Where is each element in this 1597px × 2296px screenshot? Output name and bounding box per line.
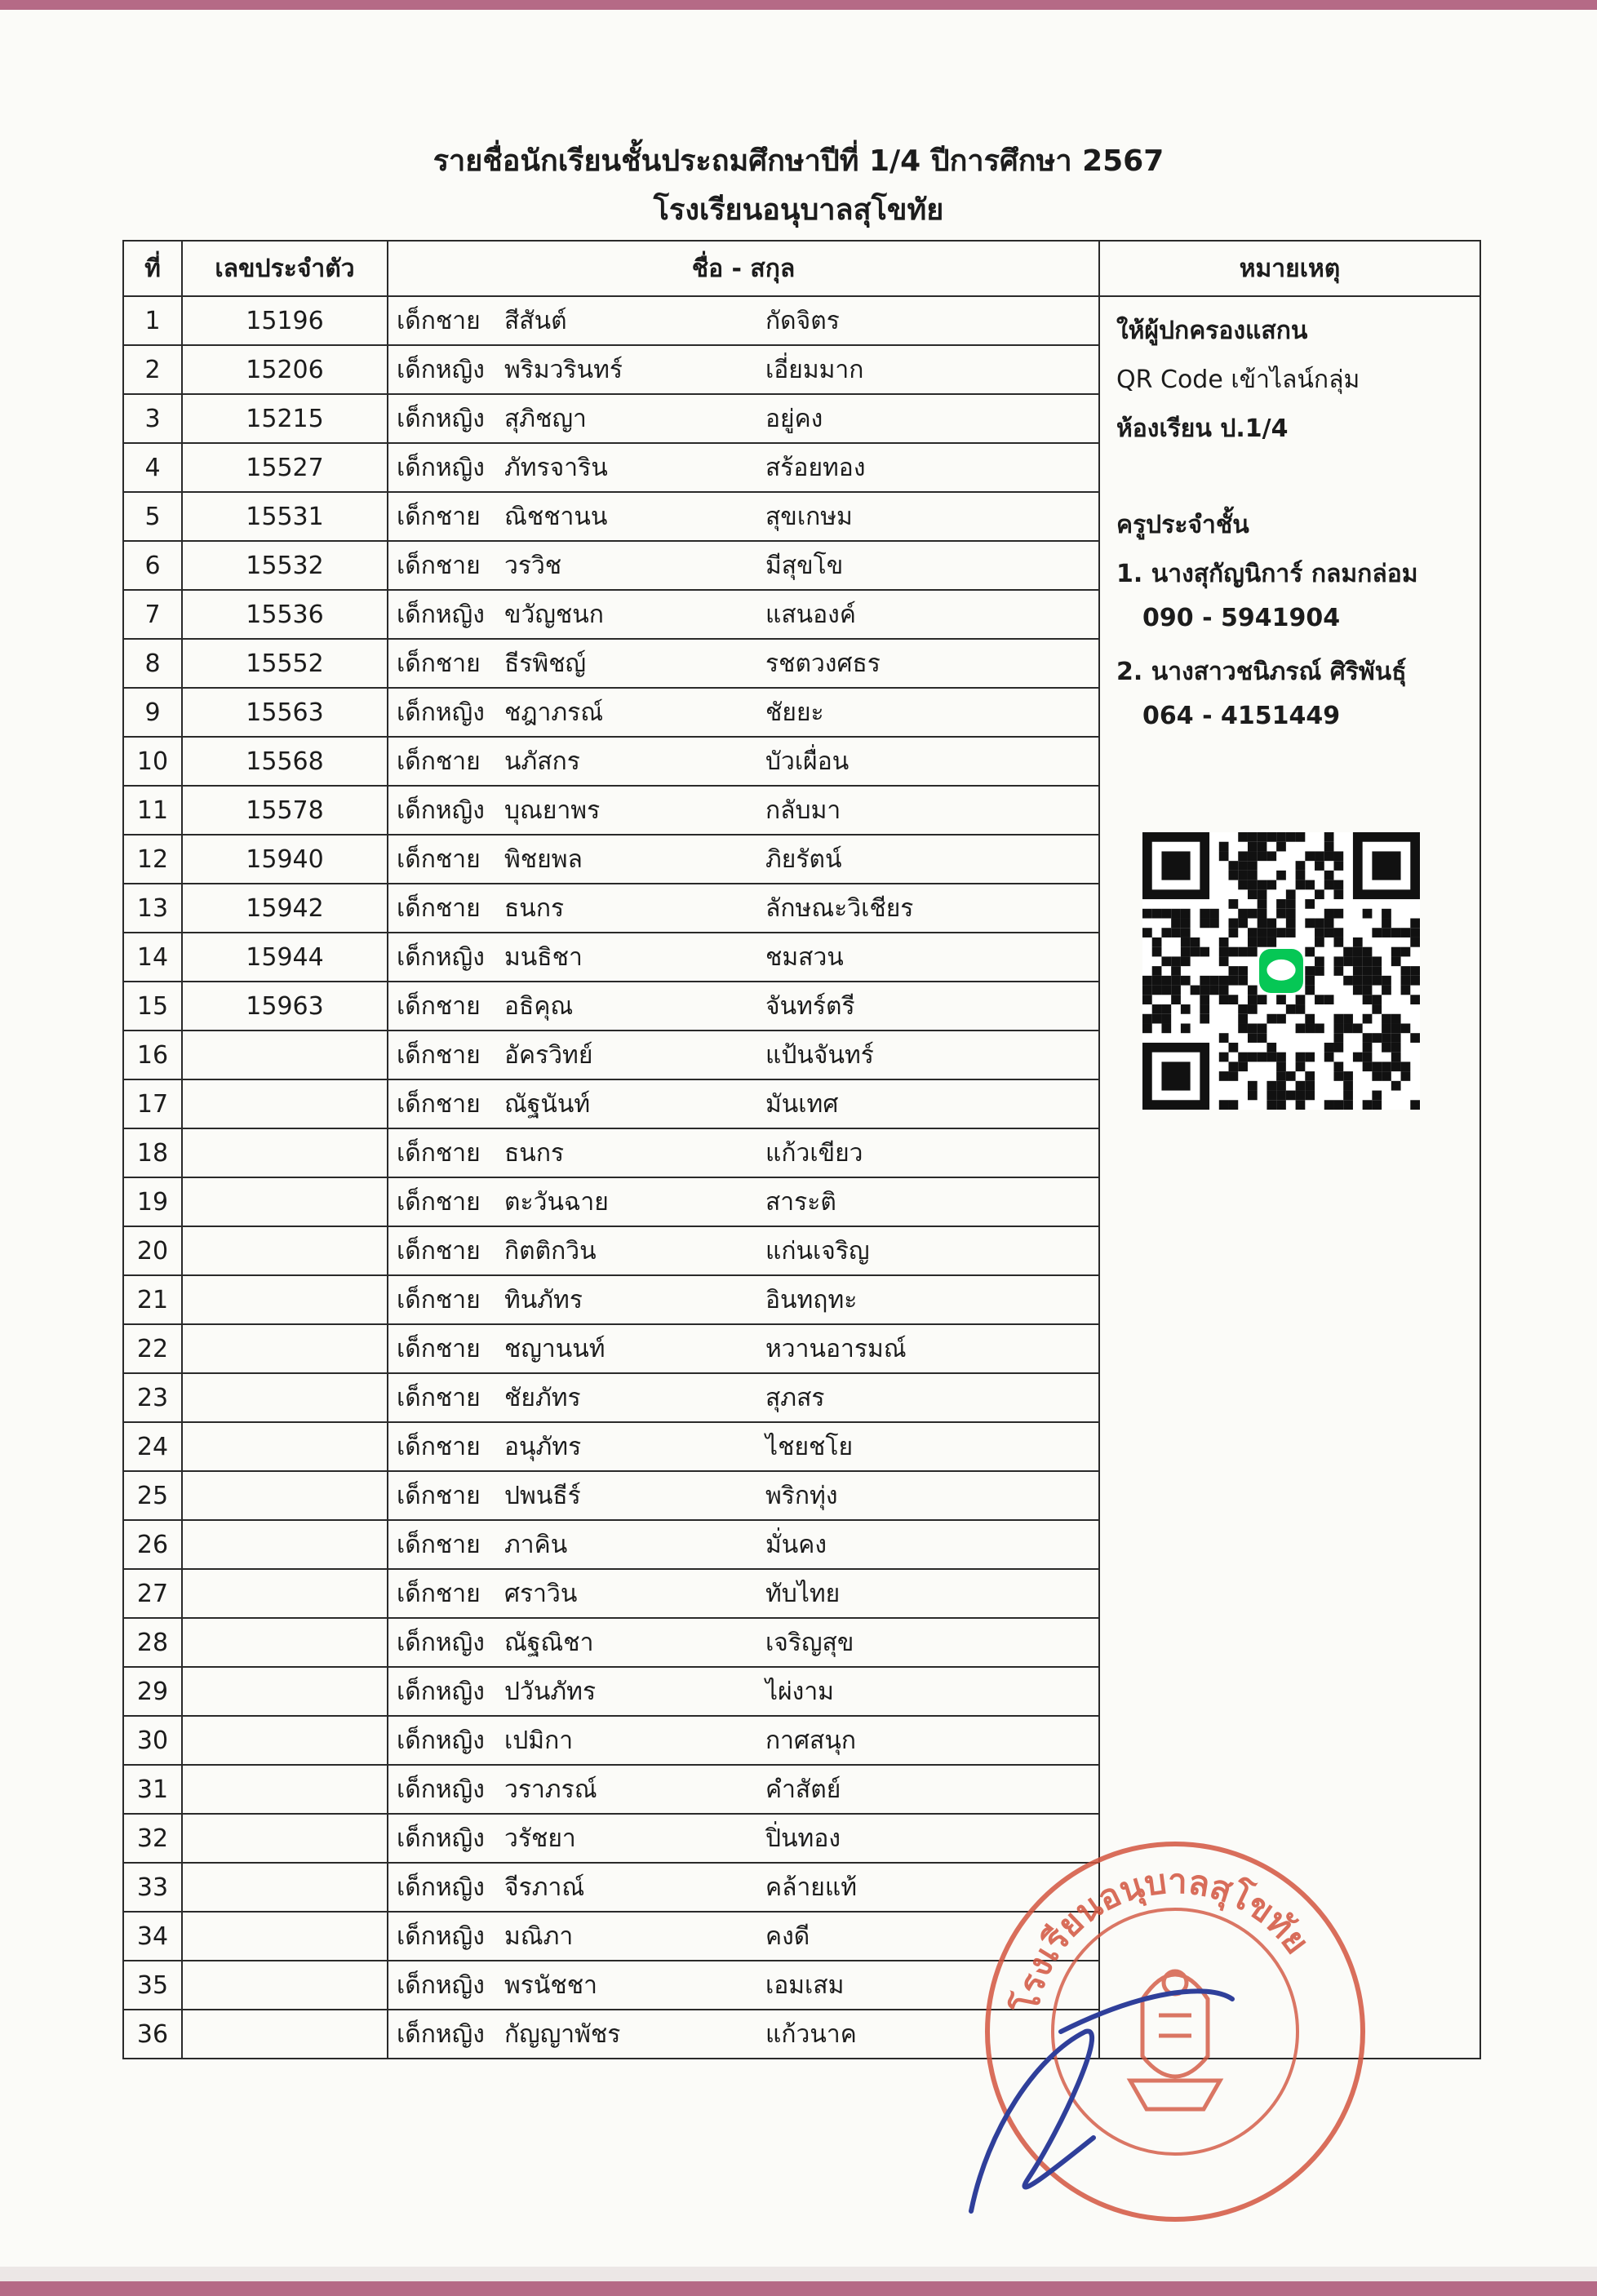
student-id: 15196 <box>182 296 388 345</box>
student-id: 15942 <box>182 884 388 933</box>
signature-icon <box>971 1991 1232 2211</box>
student-number: 8 <box>123 639 182 688</box>
student-id <box>182 1226 388 1275</box>
page-edge-shadow <box>0 2267 1597 2281</box>
student-prefix: เด็กหญิง <box>397 1970 485 2000</box>
student-last-name: สุขเกษม <box>765 502 853 531</box>
teacher-1-phone: 090 - 5941904 <box>1142 604 1341 632</box>
student-first-name: ศราวิน <box>504 1579 578 1608</box>
student-number: 35 <box>123 1961 182 2010</box>
student-id: 15536 <box>182 590 388 639</box>
student-last-name: แก่นเจริญ <box>765 1236 870 1265</box>
student-id <box>182 1079 388 1128</box>
student-number: 22 <box>123 1324 182 1373</box>
student-last-name: คงดี <box>765 1921 810 1951</box>
student-first-name: ธีรพิชญ์ <box>504 649 587 678</box>
student-first-name: สีสันต์ <box>504 306 567 335</box>
student-first-name: ภาคิน <box>504 1530 568 1559</box>
student-full-name <box>388 394 1099 443</box>
student-prefix: เด็กหญิง <box>397 1677 485 1706</box>
teacher-1-name: 1. นางสุกัญนิการ์ กลมกล่อม <box>1116 560 1418 588</box>
student-full-name <box>388 1079 1099 1128</box>
student-prefix: เด็กชาย <box>397 1187 481 1217</box>
student-last-name: จันทร์ตรี <box>765 991 855 1021</box>
student-prefix: เด็กหญิง <box>397 698 485 727</box>
student-number: 13 <box>123 884 182 933</box>
student-first-name: ธนกร <box>504 893 565 923</box>
student-first-name: ทินภัทร <box>504 1285 583 1314</box>
student-last-name: พริกทุ่ง <box>765 1481 838 1510</box>
student-last-name: หวานอารมณ์ <box>765 1334 907 1363</box>
student-first-name: มนธิชา <box>504 942 583 972</box>
student-id <box>182 1520 388 1569</box>
student-first-name: มณิภา <box>504 1921 574 1951</box>
student-number: 24 <box>123 1422 182 1471</box>
student-last-name: ไผ่งาม <box>765 1677 834 1706</box>
student-id <box>182 2010 388 2059</box>
student-last-name: ชมสวน <box>765 942 844 972</box>
student-prefix: เด็กชาย <box>397 1236 481 1265</box>
student-first-name: ตะวันฉาย <box>504 1187 609 1217</box>
student-number: 11 <box>123 786 182 835</box>
student-first-name: พริมวรินทร์ <box>504 355 623 384</box>
student-number: 15 <box>123 982 182 1031</box>
student-last-name: ปิ่นทอง <box>765 1824 841 1853</box>
student-prefix: เด็กหญิง <box>397 404 485 433</box>
student-last-name: เจริญสุข <box>765 1628 854 1657</box>
student-prefix: เด็กชาย <box>397 747 481 776</box>
student-last-name: สุภสร <box>765 1383 825 1412</box>
student-last-name: สาระติ <box>765 1187 836 1217</box>
student-prefix: เด็กชาย <box>397 1138 481 1168</box>
student-id: 15940 <box>182 835 388 884</box>
student-id <box>182 1275 388 1324</box>
student-first-name: วรัชยา <box>504 1824 576 1853</box>
student-prefix: เด็กชาย <box>397 1089 481 1119</box>
student-first-name: วรวิช <box>504 551 562 580</box>
student-number: 4 <box>123 443 182 492</box>
student-last-name: แก้วนาค <box>765 2019 857 2049</box>
student-first-name: กิตติกวิน <box>504 1236 597 1265</box>
student-prefix: เด็กหญิง <box>397 1726 485 1755</box>
school-seal-stamp <box>938 1787 1395 2244</box>
student-id <box>182 1177 388 1226</box>
student-id <box>182 1422 388 1471</box>
student-full-name <box>388 1618 1099 1667</box>
student-number: 30 <box>123 1716 182 1765</box>
student-last-name: มีสุขโข <box>765 551 844 580</box>
student-full-name <box>388 1373 1099 1422</box>
page-edge-top <box>0 0 1597 10</box>
student-last-name: ไชยชโย <box>765 1432 854 1461</box>
student-id <box>182 1716 388 1765</box>
student-id <box>182 1618 388 1667</box>
student-id: 15963 <box>182 982 388 1031</box>
qr-instruction-line3: ห้องเรียน ป.1/4 <box>1116 414 1289 443</box>
homeroom-teacher-heading: ครูประจำชั้น <box>1116 511 1249 539</box>
student-number: 28 <box>123 1618 182 1667</box>
student-prefix: เด็กหญิง <box>397 2019 485 2049</box>
student-id: 15527 <box>182 443 388 492</box>
student-prefix: เด็กหญิง <box>397 1628 485 1657</box>
student-number: 19 <box>123 1177 182 1226</box>
student-prefix: เด็กหญิง <box>397 942 485 972</box>
student-first-name: ชัยภัทร <box>504 1383 581 1412</box>
student-first-name: พรนัชชา <box>504 1970 597 2000</box>
student-first-name: ชฎาภรณ์ <box>504 698 604 727</box>
student-number: 17 <box>123 1079 182 1128</box>
student-full-name <box>388 1471 1099 1520</box>
student-first-name: ชญานนท์ <box>504 1334 606 1363</box>
student-number: 6 <box>123 541 182 590</box>
header-student-id: เลขประจำตัว <box>182 241 388 296</box>
student-number: 23 <box>123 1373 182 1422</box>
student-id <box>182 1863 388 1912</box>
student-first-name: ขวัญชนก <box>504 600 604 629</box>
student-first-name: ปพนธีร์ <box>504 1481 581 1510</box>
student-full-name <box>388 1520 1099 1569</box>
student-full-name <box>388 296 1099 345</box>
student-id <box>182 1373 388 1422</box>
student-number: 29 <box>123 1667 182 1716</box>
student-full-name <box>388 835 1099 884</box>
student-number: 3 <box>123 394 182 443</box>
student-last-name: กาศสนุก <box>765 1726 857 1755</box>
student-last-name: แสนองค์ <box>765 600 856 629</box>
stamp-text: โรงเรียนอนุบาลสุโขทัย <box>1005 1860 1318 2016</box>
student-full-name <box>388 933 1099 982</box>
qr-instruction-line2: QR Code เข้าไลน์กลุ่ม <box>1116 366 1360 394</box>
student-prefix: เด็กหญิง <box>397 796 485 825</box>
student-last-name: ลักษณะวิเชียร <box>765 893 914 923</box>
student-full-name <box>388 345 1099 394</box>
student-prefix: เด็กหญิง <box>397 1873 485 1902</box>
student-number: 36 <box>123 2010 182 2059</box>
student-number: 2 <box>123 345 182 394</box>
student-first-name: พิชยพล <box>504 844 583 874</box>
student-first-name: ภัทรจาริน <box>504 453 608 482</box>
student-number: 18 <box>123 1128 182 1177</box>
student-last-name: มันเทศ <box>765 1089 839 1119</box>
student-number: 9 <box>123 688 182 737</box>
student-first-name: อนุภัทร <box>504 1432 582 1461</box>
page-edge-bottom <box>0 2281 1597 2296</box>
student-full-name <box>388 1226 1099 1275</box>
student-prefix: เด็กชาย <box>397 306 481 335</box>
student-last-name: กัดจิตร <box>765 306 840 335</box>
student-prefix: เด็กหญิง <box>397 355 485 384</box>
student-full-name <box>388 541 1099 590</box>
student-last-name: แก้วเขียว <box>765 1138 863 1168</box>
student-first-name: ธนกร <box>504 1138 565 1168</box>
student-full-name <box>388 639 1099 688</box>
student-id <box>182 1569 388 1618</box>
student-full-name <box>388 1031 1099 1079</box>
student-id <box>182 1814 388 1863</box>
student-prefix: เด็กชาย <box>397 991 481 1021</box>
student-id <box>182 1912 388 1961</box>
student-first-name: นภัสกร <box>504 747 580 776</box>
student-number: 1 <box>123 296 182 345</box>
student-first-name: กัญญาพัชร <box>504 2019 621 2049</box>
student-prefix: เด็กหญิง <box>397 1824 485 1853</box>
student-prefix: เด็กชาย <box>397 1285 481 1314</box>
student-full-name <box>388 1128 1099 1177</box>
student-number: 5 <box>123 492 182 541</box>
student-first-name: ณัฐณิชา <box>504 1628 594 1657</box>
student-prefix: เด็กชาย <box>397 844 481 874</box>
qr-code-icon[interactable] <box>1142 832 1420 1110</box>
student-full-name <box>388 982 1099 1031</box>
qr-instruction-line1: ให้ผู้ปกครองแสกน <box>1116 317 1308 345</box>
student-prefix: เด็กชาย <box>397 893 481 923</box>
student-first-name: อธิคุณ <box>504 991 574 1021</box>
student-full-name <box>388 443 1099 492</box>
student-number: 16 <box>123 1031 182 1079</box>
student-id: 15215 <box>182 394 388 443</box>
student-number: 12 <box>123 835 182 884</box>
student-prefix: เด็กชาย <box>397 1334 481 1363</box>
student-number: 10 <box>123 737 182 786</box>
student-number: 27 <box>123 1569 182 1618</box>
student-full-name <box>388 884 1099 933</box>
student-full-name <box>388 492 1099 541</box>
student-id <box>182 1667 388 1716</box>
document-title: รายชื่อนักเรียนชั้นประถมศึกษาปีที่ 1/4 ปีการศึกษา 2567 <box>433 144 1164 178</box>
student-id: 15206 <box>182 345 388 394</box>
student-first-name: วราภรณ์ <box>504 1775 597 1804</box>
student-last-name: อินทฤทะ <box>765 1285 858 1314</box>
student-number: 20 <box>123 1226 182 1275</box>
student-id <box>182 1031 388 1079</box>
student-number: 26 <box>123 1520 182 1569</box>
student-number: 31 <box>123 1765 182 1814</box>
student-full-name <box>388 688 1099 737</box>
header-number: ที่ <box>123 241 182 296</box>
student-id: 15552 <box>182 639 388 688</box>
student-number: 7 <box>123 590 182 639</box>
student-last-name: รชตวงศธร <box>765 649 881 678</box>
header-full-name: ชื่อ - สกุล <box>388 241 1099 296</box>
student-last-name: เอี่ยมมาก <box>765 355 864 384</box>
student-first-name: ปวันภัทร <box>504 1677 597 1706</box>
student-full-name <box>388 1569 1099 1618</box>
student-prefix: เด็กชาย <box>397 1432 481 1461</box>
student-full-name <box>388 1275 1099 1324</box>
student-id <box>182 1471 388 1520</box>
student-last-name: เอมเสม <box>765 1970 845 2000</box>
student-first-name: บุณยาพร <box>504 796 601 825</box>
student-last-name: สร้อยทอง <box>765 453 866 482</box>
student-last-name: คล้ายแท้ <box>765 1873 857 1902</box>
student-last-name: อยู่คง <box>765 404 823 433</box>
table-header-row <box>123 241 1480 296</box>
student-number: 14 <box>123 933 182 982</box>
student-number: 21 <box>123 1275 182 1324</box>
student-last-name: ทับไทย <box>765 1579 841 1608</box>
student-full-name <box>388 1422 1099 1471</box>
student-full-name <box>388 1177 1099 1226</box>
student-number: 25 <box>123 1471 182 1520</box>
student-id <box>182 1961 388 2010</box>
student-prefix: เด็กหญิง <box>397 1775 485 1804</box>
student-full-name <box>388 1667 1099 1716</box>
student-id: 15568 <box>182 737 388 786</box>
student-id: 15532 <box>182 541 388 590</box>
student-first-name: อัครวิทย์ <box>504 1040 593 1070</box>
student-prefix: เด็กชาย <box>397 1530 481 1559</box>
student-number: 34 <box>123 1912 182 1961</box>
student-prefix: เด็กชาย <box>397 649 481 678</box>
student-prefix: เด็กชาย <box>397 1383 481 1412</box>
student-last-name: ภิยรัตน์ <box>765 844 842 874</box>
student-prefix: เด็กชาย <box>397 551 481 580</box>
student-first-name: ณัฐนันท์ <box>504 1089 591 1119</box>
student-full-name <box>388 737 1099 786</box>
student-first-name: สุภิชญา <box>504 404 587 433</box>
student-id: 15944 <box>182 933 388 982</box>
student-last-name: คำสัตย์ <box>765 1775 841 1804</box>
student-id: 15531 <box>182 492 388 541</box>
student-prefix: เด็กชาย <box>397 1040 481 1070</box>
student-full-name <box>388 1716 1099 1765</box>
student-id <box>182 1324 388 1373</box>
student-last-name: กลับมา <box>765 796 841 825</box>
student-id: 15578 <box>182 786 388 835</box>
student-prefix: เด็กหญิง <box>397 1921 485 1951</box>
student-prefix: เด็กหญิง <box>397 453 485 482</box>
student-number: 32 <box>123 1814 182 1863</box>
header-remarks: หมายเหตุ <box>1099 241 1480 296</box>
student-prefix: เด็กหญิง <box>397 600 485 629</box>
student-first-name: ณิชชานน <box>504 502 608 531</box>
student-id: 15563 <box>182 688 388 737</box>
student-last-name: แป้นจันทร์ <box>765 1040 874 1070</box>
student-full-name <box>388 1324 1099 1373</box>
teacher-2-name: 2. นางสาวชนิภรณ์ ศิริพันธุ์ <box>1116 658 1407 686</box>
student-id <box>182 1128 388 1177</box>
student-full-name <box>388 590 1099 639</box>
student-first-name: จีรภาณ์ <box>504 1873 585 1902</box>
student-last-name: บัวเผื่อน <box>765 747 850 776</box>
student-last-name: มั่นคง <box>765 1530 827 1559</box>
student-first-name: เปมิกา <box>504 1726 574 1755</box>
student-full-name <box>388 786 1099 835</box>
student-last-name: ชัยยะ <box>765 698 824 727</box>
school-name: โรงเรียนอนุบาลสุโขทัย <box>653 193 944 227</box>
student-prefix: เด็กชาย <box>397 1579 481 1608</box>
student-prefix: เด็กชาย <box>397 502 481 531</box>
student-id <box>182 1765 388 1814</box>
teacher-2-phone: 064 - 4151449 <box>1142 702 1341 730</box>
student-prefix: เด็กชาย <box>397 1481 481 1510</box>
student-number: 33 <box>123 1863 182 1912</box>
